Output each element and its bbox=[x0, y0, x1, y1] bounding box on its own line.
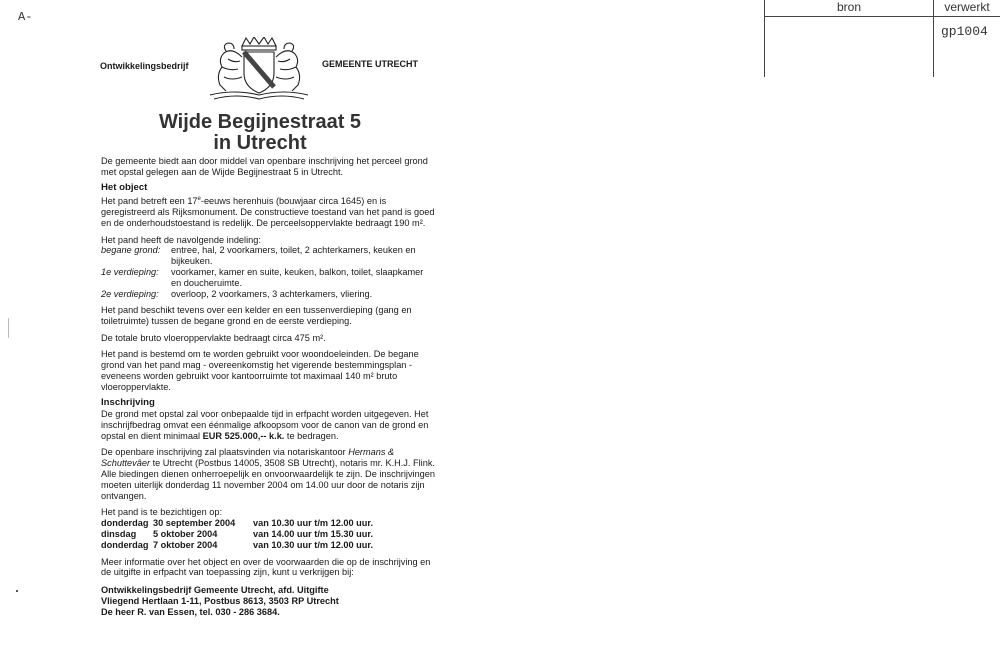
floor-description: voorkamer, kamer en suite, keuken, balkon, toilet, slaapkamer en doucheruimte. bbox=[171, 267, 424, 289]
contact-line: De heer R. van Essen, tel. 030 - 286 3684. bbox=[101, 607, 280, 618]
contact-line: Ontwikkelingsbedrijf Gemeente Utrecht, afd. Uitgifte bbox=[101, 585, 329, 596]
floor-label: begane grond: bbox=[101, 245, 161, 256]
title-line: in Utrecht bbox=[213, 132, 307, 154]
scan-mark bbox=[8, 318, 9, 338]
viewing-time: van 10.30 uur t/m 12.00 uur. bbox=[253, 540, 374, 551]
viewing-date: 5 oktober 2004 bbox=[153, 529, 218, 540]
viewing-schedule bbox=[101, 518, 436, 551]
viewing-day: dinsdag bbox=[101, 529, 137, 540]
floor-description: entree, hal, 2 voorkamers, toilet, 2 achterkamers, keuken en bijkeuken. bbox=[171, 245, 416, 267]
viewing-date: 30 september 2004 bbox=[153, 518, 236, 529]
section-heading: Inschrijving bbox=[101, 397, 155, 409]
notary-paragraph: De openbare inschrijving zal plaatsvinden via notariskantoor Hermans & Schuttevâer te Utrecht (Postbus 14005, 3508 SB Utrecht), notaris mr. K.H.J. Flink. Alle biedingen dienen onherroepelijk en onvoorwaardelijk te zijn. De inschrijvingen moeten uiterlijk donderdag 11 november 2004 om 14.00 uur door de notaris zijn ontvangen. bbox=[101, 447, 436, 502]
contact-block bbox=[101, 585, 436, 618]
announcement-body bbox=[101, 156, 436, 618]
intro-paragraph: De gemeente biedt aan door middel van openbare inschrijving het perceel grond met opstal gelegen aan de Wijde Begijnestraat 5 in Utrecht. bbox=[101, 156, 428, 177]
archive-stamp bbox=[764, 0, 1000, 77]
stamp-code: gp1004 bbox=[941, 24, 988, 39]
viewing-intro: Het pand is te bezichtigen op: bbox=[101, 507, 223, 518]
layout-intro: Het pand heeft de navolgende indeling: bbox=[101, 234, 261, 245]
object-description: Het pand betreft een 17e-eeuws herenhuis (bouwjaar circa 1645) en is geregistreerd als Rijksmonument. De constructieve toestand van het pand is goed en de onderhoudstoestand is redelijk. De perceelsoppervlakte bedraagt 190 m². bbox=[101, 196, 435, 229]
municipality-name: GEMEENTE UTRECHT bbox=[322, 59, 419, 69]
title-line: Wijde Begijnestraat 5 bbox=[158, 111, 362, 133]
floor-label: 2e verdieping: bbox=[101, 289, 159, 300]
viewing-time: van 10.30 uur t/m 12.00 uur. bbox=[253, 518, 374, 529]
corner-mark: A- bbox=[18, 10, 33, 24]
info-paragraph: Meer informatie over het object en over de voorwaarden die op de inschrijving en de uitgifte in erfpacht van toepassing zijn, kunt u verkrijgen bij: bbox=[101, 556, 431, 578]
floor-label: 1e verdieping: bbox=[101, 267, 159, 278]
minimum-bid-amount: EUR 525.000,-- k.k. bbox=[202, 431, 285, 441]
utrecht-coat-of-arms-icon bbox=[204, 37, 314, 101]
floor-description: overloop, 2 voorkamers, 3 achterkamers, vliering. bbox=[171, 289, 373, 300]
usage-paragraph: Het pand is bestemd om te worden gebruikt voor woondoeleinden. De begane grond van het pand mag - overeenkomstig het vigerende bestemmingsplan - eveneens worden gebruikt voor kantoorruimte tot maximaal 140 m² bruto vloeroppervlakte. bbox=[101, 349, 419, 392]
viewing-day: donderdag bbox=[101, 540, 149, 551]
stamp-source-header: bron bbox=[836, 0, 862, 14]
floor-layout-list bbox=[101, 245, 436, 300]
contact-line: Vliegend Hertlaan 1-11, Postbus 8613, 3503 RP Utrecht bbox=[101, 596, 339, 607]
section-heading: Het object bbox=[101, 182, 148, 194]
stamp-processed-header: verwerkt bbox=[944, 0, 990, 14]
stamp-divider bbox=[765, 16, 1000, 17]
viewing-date: 7 oktober 2004 bbox=[153, 540, 218, 551]
viewing-time: van 14.00 uur t/m 15.30 uur. bbox=[253, 529, 374, 540]
basement-paragraph: Het pand beschikt tevens over een kelder en een tussenverdieping (gang en toiletruimte) tussen de begane grond en de eerste verdieping. bbox=[101, 305, 412, 327]
floor-area-paragraph: De totale bruto vloeroppervlakte bedraagt circa 475 m². bbox=[101, 332, 326, 343]
viewing-day: donderdag bbox=[101, 518, 149, 529]
scan-speck bbox=[16, 590, 18, 592]
organisation-name: Ontwikkelingsbedrijf bbox=[100, 61, 189, 71]
page-title bbox=[100, 112, 420, 154]
lease-paragraph: De grond met opstal zal voor onbepaalde tijd in erfpacht worden uitgegeven. Het inschrijfbedrag omvat een éénmalige afkoopsom voor de canon van de grond en opstal en dient minimaal EUR 525.000,-- k.k. te bedragen. bbox=[101, 409, 429, 441]
